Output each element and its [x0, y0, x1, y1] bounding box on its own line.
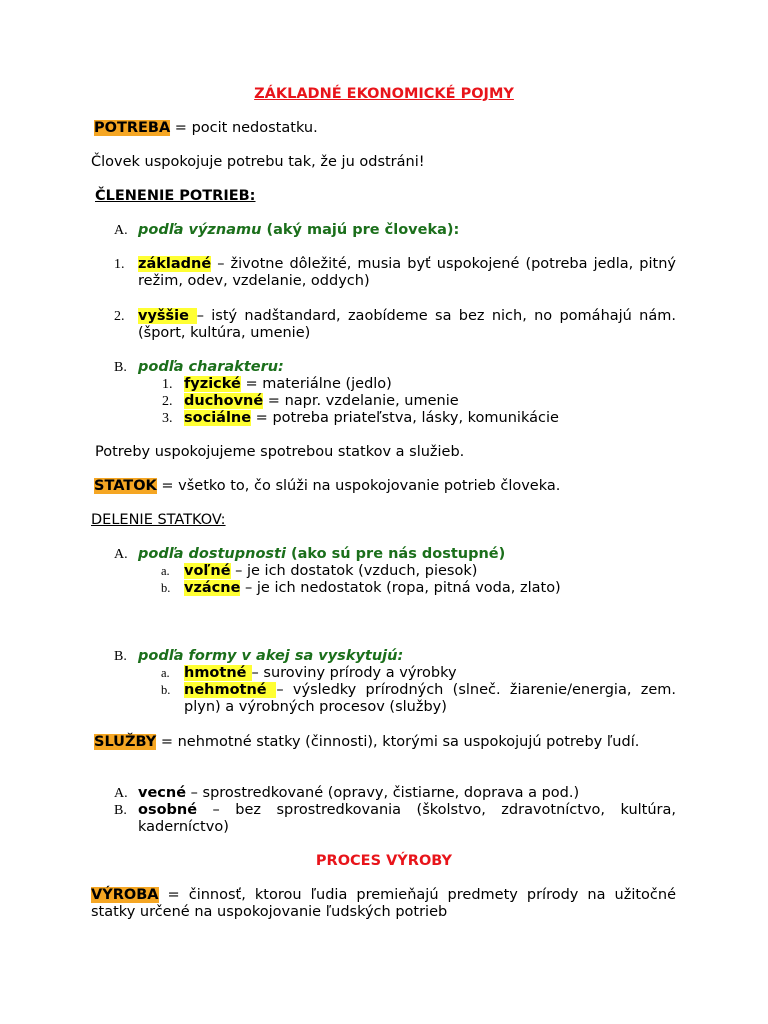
item2-3-text: = potreba priateľstva, lásky, komunikácie: [251, 410, 559, 426]
item5-1-text: – sprostredkované (opravy, čistiarne, doprava a pod.): [186, 785, 580, 801]
sluzby-definition: [94, 734, 676, 751]
section-a2-heading: [138, 546, 505, 563]
statok-def: = všetko to, čo slúži na uspokojovanie potrieb človeka.: [156, 478, 561, 494]
section-a2-rest: (ako sú pre nás dostupné): [285, 546, 506, 562]
section-a2-italic: podľa dostupnosti: [138, 546, 286, 562]
section-a-italic: podľa významu: [138, 222, 262, 238]
list-item: [184, 410, 559, 427]
clovek-sentence: Človek uspokojuje potrebu tak, že ju odstráni!: [91, 154, 425, 170]
item2-2-text: = napr. vzdelanie, umenie: [263, 393, 459, 409]
item2-text: – istý nadštandard, zaobídeme sa bez nich, no pomáhajú nám. (šport, kultúra, umenie): [138, 308, 676, 341]
item1-marker: 1.: [114, 257, 125, 272]
statok-term: STATOK: [94, 478, 157, 494]
potreba-term: POTREBA: [94, 120, 171, 136]
section-b2-marker: B.: [114, 649, 127, 664]
item2-1-text: = materiálne (jedlo): [240, 376, 392, 392]
list-item: [184, 376, 392, 393]
item1-term: základné: [138, 256, 212, 272]
item4-1-term: hmotné: [184, 665, 252, 681]
item4-2-text: – výsledky prírodných (slneč. žiarenie/energia, zem. plyn) a výrobných procesov (služby): [184, 682, 677, 715]
clenenie-heading: ČLENENIE POTRIEB:: [95, 188, 256, 204]
item3-2-marker: b.: [161, 581, 171, 595]
item2-1-marker: 1.: [162, 377, 173, 392]
delenie-heading: DELENIE STATKOV:: [91, 512, 226, 528]
item5-1-marker: A.: [114, 786, 128, 801]
potreba-def: = pocit nedostatku.: [170, 120, 318, 136]
potreba-definition: [94, 120, 318, 137]
item2-term: vyššie: [138, 308, 197, 324]
section-a-marker: A.: [114, 223, 128, 238]
item2-2-term: duchovné: [184, 393, 264, 409]
section-b-marker: B.: [114, 360, 127, 375]
vyroba-definition: [91, 887, 676, 921]
item2-2-marker: 2.: [162, 394, 173, 409]
item4-1-text: – suroviny prírody a výrobky: [251, 665, 457, 681]
list-item: [138, 785, 579, 802]
item5-1-term: vecné: [138, 785, 187, 801]
item3-1-marker: a.: [161, 564, 170, 578]
sluzby-term: SLUŽBY: [94, 734, 157, 750]
list-item: [138, 802, 676, 836]
section-a-heading: [138, 222, 459, 239]
item2-marker: 2.: [114, 309, 125, 324]
item3-2-text: – je ich nedostatok (ropa, pitná voda, zlato): [240, 580, 561, 596]
list-item: [184, 563, 477, 580]
vyroba-def: = činnosť, ktorou ľudia premieňajú predmety prírody na užitočné statky určené na uspokojovanie ľudských potrieb: [91, 887, 676, 920]
item4-2-term: nehmotné: [184, 682, 277, 698]
item1-text: – životne dôležité, musia byť uspokojené (potreba jedla, pitný režim, odev, vzdelanie, oddych): [138, 256, 676, 289]
section-b2-heading: podľa formy v akej sa vyskytujú:: [138, 648, 404, 664]
list-item: [184, 682, 676, 716]
section-a2-marker: A.: [114, 547, 128, 562]
item5-2-term: osobné: [138, 802, 198, 818]
sluzby-def: = nehmotné statky (činnosti), ktorými sa uspokojujú potreby ľudí.: [156, 734, 640, 750]
item5-2-text: – bez sprostredkovania (školstvo, zdravotníctvo, kultúra, kaderníctvo): [138, 802, 676, 835]
item4-2-marker: b.: [161, 683, 171, 697]
item3-2-term: vzácne: [184, 580, 241, 596]
item3-1-term: voľné: [184, 563, 231, 579]
item3-1-text: – je ich dostatok (vzduch, piesok): [230, 563, 478, 579]
section-b-heading: podľa charakteru:: [138, 359, 284, 375]
item5-2-marker: B.: [114, 803, 127, 818]
item4-1-marker: a.: [161, 666, 170, 680]
section-title-vyroba: PROCES VÝROBY: [315, 853, 453, 869]
item2-3-marker: 3.: [162, 411, 173, 426]
list-item: [184, 393, 459, 410]
item2-1-term: fyzické: [184, 376, 241, 392]
list-item: [184, 665, 457, 682]
document-title: ZÁKLADNÉ EKONOMICKÉ POJMY: [254, 86, 514, 102]
section-a-rest: (aký majú pre človeka):: [261, 222, 460, 238]
statok-definition: [94, 478, 560, 495]
list-item: [184, 580, 561, 597]
vyroba-term: VÝROBA: [91, 887, 159, 903]
list-item: [138, 308, 676, 342]
item2-3-term: sociálne: [184, 410, 252, 426]
spotreba-sentence: Potreby uspokojujeme spotrebou statkov a služieb.: [95, 444, 465, 460]
list-item: [138, 256, 676, 290]
